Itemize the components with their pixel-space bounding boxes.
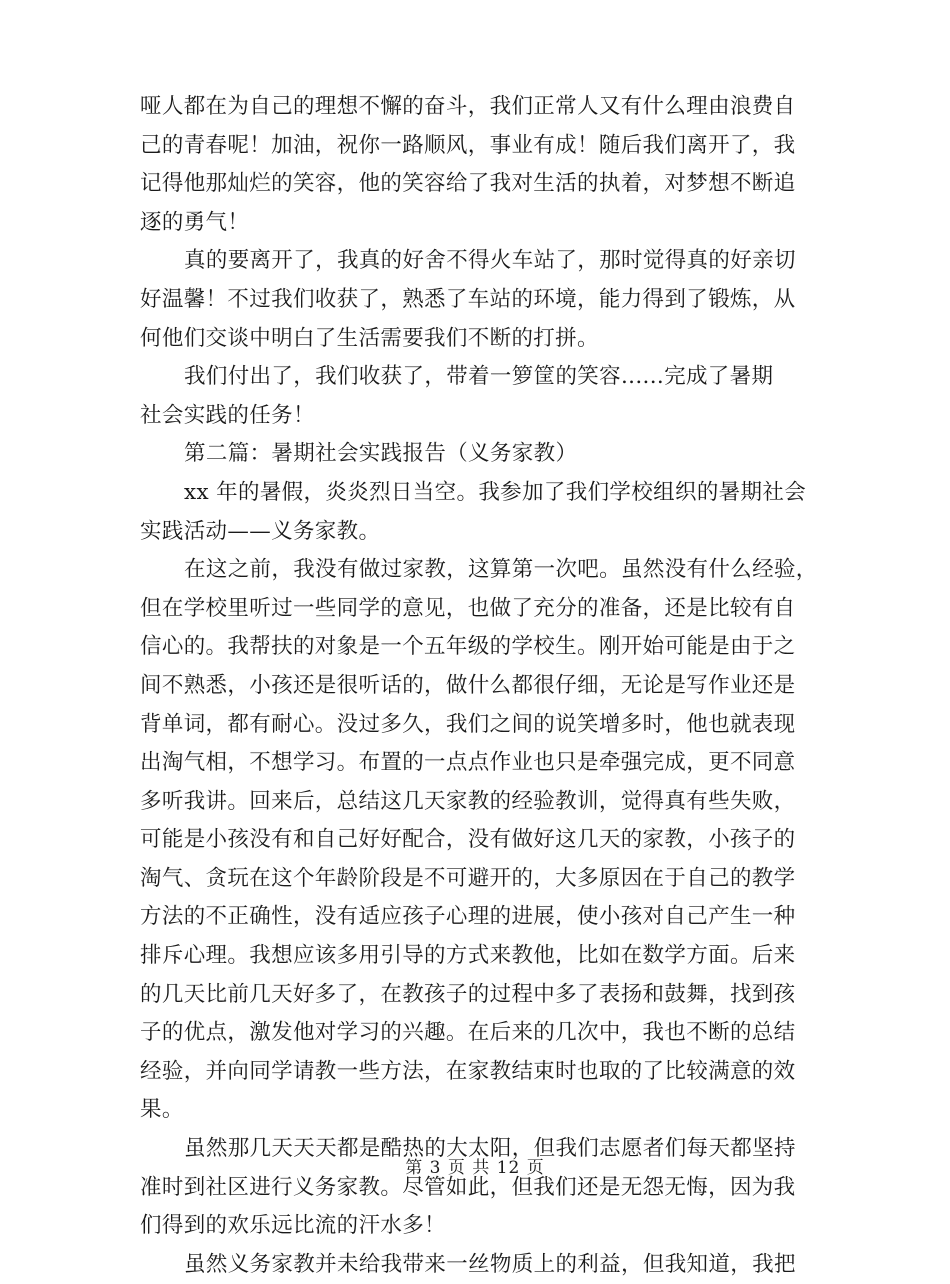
text-line: 背单词，都有耐心。没过多久，我们之间的说笑增多时，他也就表现 (140, 711, 796, 737)
text-line: 好温馨！不过我们收获了，熟悉了车站的环境，能力得到了锻炼，从 (140, 286, 796, 312)
text-line: 但在学校里听过一些同学的意见，也做了充分的准备，还是比较有自 (140, 595, 796, 621)
text-line: 信心的。我帮扶的对象是一个五年级的学校生。刚开始可能是由于之 (140, 634, 796, 660)
text-line: xx 年的暑假，炎炎烈日当空。我参加了我们学校组织的暑期社会 (184, 479, 807, 505)
text-line: 方法的不正确性，没有适应孩子心理的进展，使小孩对自己产生一种 (140, 904, 796, 930)
text-line: 何他们交谈中明白了生活需要我们不断的打拼。 (140, 325, 599, 351)
text-line: 出淘气相，不想学习。布置的一点点作业也只是牵强完成，更不同意 (140, 750, 796, 776)
text-line: 果。 (140, 1097, 184, 1123)
text-line: 虽然义务家教并未给我带来一丝物质上的利益，但我知道，我把 (184, 1251, 796, 1277)
text-line: 我们付出了，我们收获了，带着一箩筐的笑容......完成了暑期 (184, 364, 774, 390)
text-line: 哑人都在为自己的理想不懈的奋斗，我们正常人又有什么理由浪费自 (140, 94, 796, 119)
text-line: 实践活动——义务家教。 (140, 518, 381, 544)
text-line: 记得他那灿烂的笑容，他的笑容给了我对生活的执着，对梦想不断追 (140, 171, 796, 197)
text-line: 间不熟悉，小孩还是很听话的，做什么都很仔细，无论是写作业还是 (140, 672, 796, 698)
text-line: 社会实践的任务！ (140, 402, 315, 428)
text-line: 们得到的欢乐远比流的汗水多！ (140, 1213, 446, 1239)
text-line: 准时到社区进行义务家教。尽管如此，但我们还是无怨无悔，因为我 (140, 1174, 796, 1200)
text-line: 经验，并向同学请教一些方法，在家教结束时也取的了比较满意的效 (140, 1058, 796, 1084)
text-line: 逐的勇气！ (140, 209, 250, 235)
page-number-footer: 第 3 页 共 12 页 (405, 1158, 545, 1178)
text-line: 淘气、贪玩在这个年龄阶段是不可避开的，大多原因在于自己的教学 (140, 865, 796, 891)
text-line: 排斥心理。我想应该多用引导的方式来教他，比如在数学方面。后来 (140, 943, 796, 969)
text-line: 的几天比前几天好多了，在教孩子的过程中多了表扬和鼓舞，找到孩 (140, 981, 796, 1007)
text-line: 虽然那几天天天都是酷热的大太阳，但我们志愿者们每天都坚持 (184, 1136, 796, 1162)
text-line: 子的优点，激发他对学习的兴趣。在后来的几次中，我也不断的总结 (140, 1020, 796, 1046)
text-line: 可能是小孩没有和自己好好配合，没有做好这几天的家教，小孩子的 (140, 827, 796, 853)
text-line: 在这之前，我没有做过家教，这算第一次吧。虽然没有什么经验， (184, 557, 818, 583)
text-line: 己的青春呢！加油，祝你一路顺风，事业有成！随后我们离开了，我 (140, 132, 796, 158)
body-text (140, 88, 818, 1284)
text-line: 真的要离开了，我真的好舍不得火车站了，那时觉得真的好亲切 (184, 248, 796, 274)
text-line: 多听我讲。回来后，总结这几天家教的经验教训，觉得真有些失败， (140, 788, 796, 814)
section-heading: 第二篇：暑期社会实践报告（义务家教） (184, 441, 578, 467)
